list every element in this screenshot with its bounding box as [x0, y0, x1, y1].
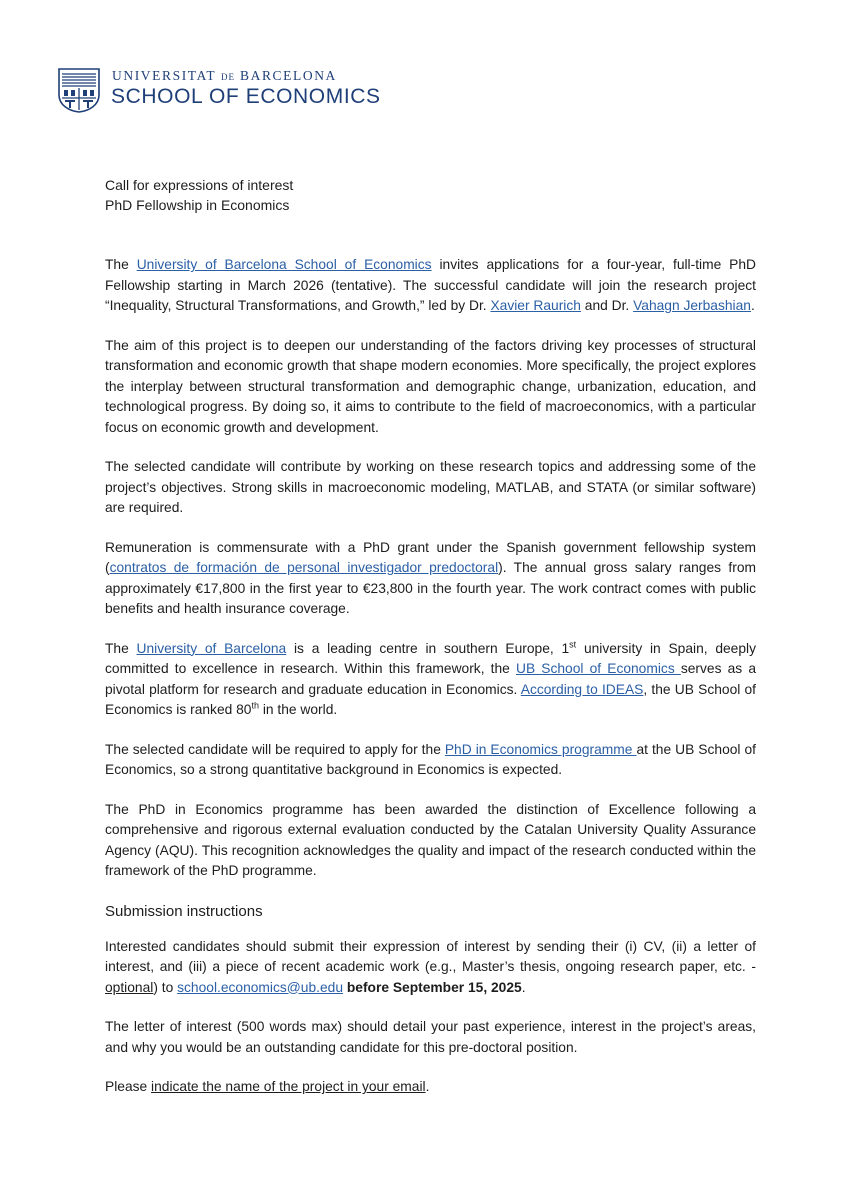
ub-logo[interactable] — [57, 67, 381, 113]
paragraph-excellence: The PhD in Economics programme has been awarded the distinction of Excellence following a comprehensive and rigorous external evaluation conducted by the Catalan University Quality Assurance Agency (AQU). This recognition acknowledges the quality and impact of the research conducted within the framework of the PhD programme. — [105, 801, 756, 878]
link-according-to-ideas[interactable]: According to IDEAS — [520, 681, 644, 697]
link-university-of-barcelona[interactable]: University of Barcelona — [136, 640, 287, 656]
document-body — [105, 175, 756, 1117]
link-email[interactable]: school.economics@ub.edu — [177, 979, 343, 995]
paragraph-phd-programme: The selected candidate will be required to apply for the PhD in Economics programme at the UB School of Economics, so a strong quantitative background in Economics is expected. — [105, 741, 756, 777]
document-title: Call for expressions of interest — [105, 177, 294, 193]
document-subtitle: PhD Fellowship in Economics — [105, 197, 290, 213]
university-name: UNIVERSITAT DE BARCELONA — [112, 68, 337, 83]
deadline: before September 15, 2025 — [346, 979, 522, 995]
paragraph-project-name-note: Please indicate the name of the project in your email. — [105, 1079, 430, 1094]
link-vahagn-jerbashian[interactable]: Vahagn Jerbashian — [633, 298, 751, 313]
paragraph-remuneration: Remuneration is commensurate with a PhD grant under the Spanish government fellowship system (contratos de formación de personal investigador predoctoral). The annual gross salary ranges from approximately €17,800 in the first year to €23,800 in the fourth year. The work contract comes with public benefits and health insurance coverage. — [105, 539, 756, 616]
link-contratos-predoctoral[interactable]: contratos de formación de personal investigador predoctoral — [109, 560, 499, 575]
paragraph-letter-of-interest: The letter of interest (500 words max) should detail your past experience, interest in the project’s areas, and why you would be an outstanding candidate for this pre-doctoral position. — [105, 1019, 756, 1055]
link-ub-school-of-economics[interactable]: University of Barcelona School of Economics — [136, 257, 432, 272]
ub-shield-icon — [57, 67, 101, 113]
link-xavier-raurich[interactable]: Xavier Raurich — [490, 298, 581, 313]
submission-heading: Submission instructions — [105, 902, 263, 920]
paragraph-project-aim: The aim of this project is to deepen our understanding of the factors driving key processes of structural transformation and economic growth that shape modern economies. More specifically, the project explores the interplay between structural transformation and demographic change, urbanization, education, and technological progress. By doing so, it aims to contribute to the field of macroeconomics, with a particular focus on economic growth and development. — [105, 337, 756, 435]
paragraph-submission: Interested candidates should submit their expression of interest by sending their (i) CV, (ii) a letter of interest, and (iii) a piece of recent academic work (e.g., Master’s thesis, ongoing research paper, etc. - optional) to school.economics@ub.edu before September 15, 2025. — [105, 938, 756, 995]
school-name: SCHOOL OF ECONOMICS — [111, 85, 381, 108]
paragraph-requirements: The selected candidate will contribute by working on these research topics and addressing some of the project’s objectives. Strong skills in macroeconomic modeling, MATLAB, and STATA (or similar software) are required. — [105, 459, 756, 515]
link-ub-school-economics[interactable]: UB School of Economics — [515, 661, 681, 676]
link-phd-in-economics-programme[interactable]: PhD in Economics programme — [444, 741, 637, 757]
paragraph-intro: The University of Barcelona School of Economics invites applications for a four-year, full-time PhD Fellowship starting in March 2026 (tentative). The successful candidate will join the research project “Inequality, Structural Transformations, and Growth,” led by Dr. Xavier Raurich and Dr. Vahagn Jerbashian. — [105, 257, 757, 313]
paragraph-university: The University of Barcelona is a leading centre in southern Europe, 1st university in Spain, deeply committed to excellence in research. Within this framework, the UB School of Economics serves as a pivotal platform for research and graduate education in Economics. According to IDEAS, the UB School of Economics is ranked 80th in the world. — [105, 638, 756, 717]
